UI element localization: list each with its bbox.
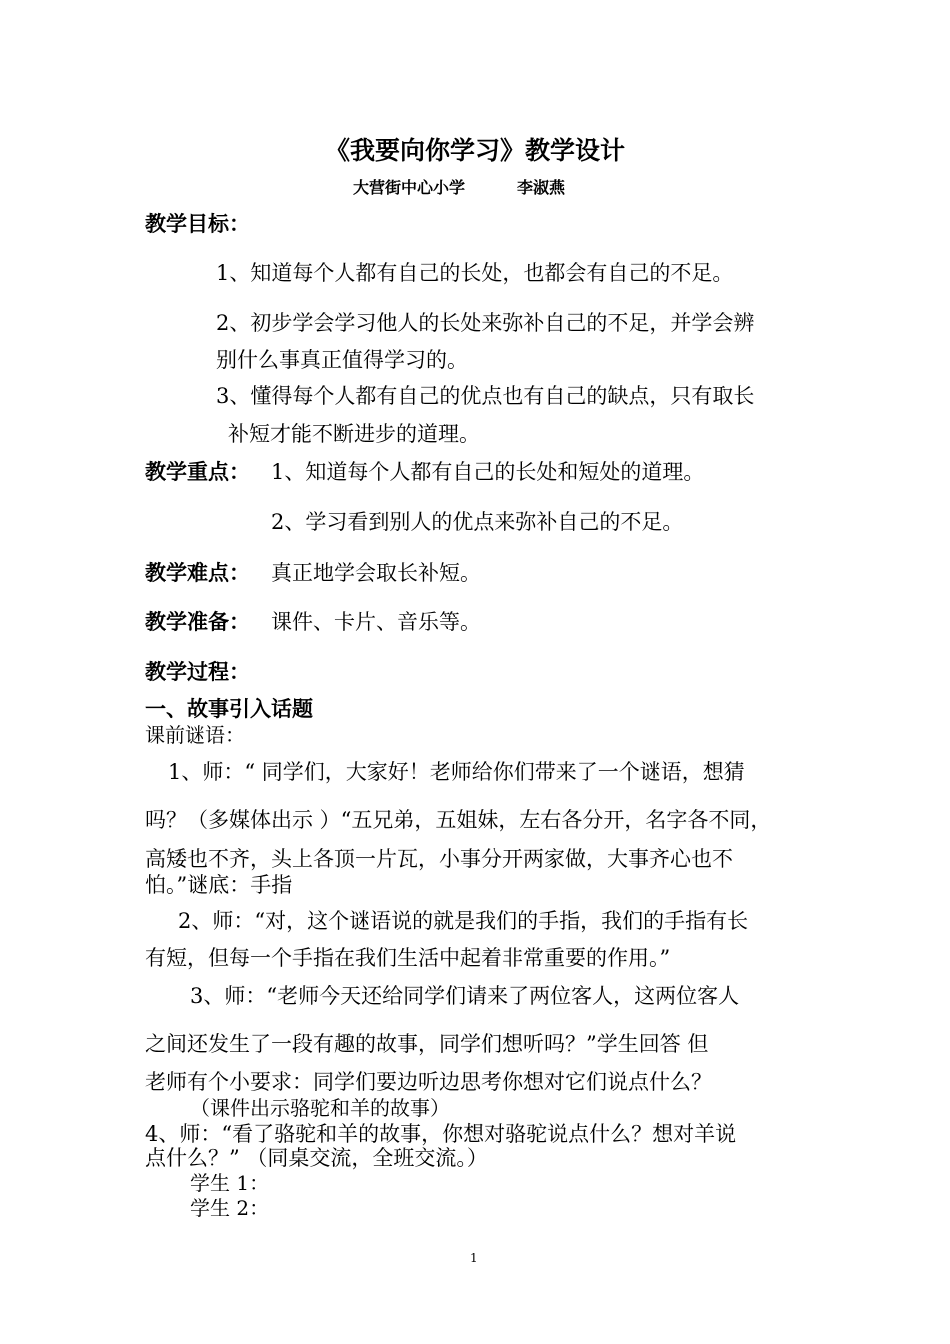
difficulty-text: 真正地学会取长补短。 [271, 561, 481, 585]
paragraph-3-line-4: （课件出示骆驼和羊的故事） [190, 1096, 450, 1120]
paragraph-2-line-1: 2、师：“对，这个谜语说的就是我们的手指，我们的手指有长 [178, 909, 749, 933]
student-1-label: 学生 1： [190, 1171, 270, 1195]
document-title: 《我要向你学习》教学设计 [324, 136, 625, 165]
section-1-heading: 一、故事引入话题 [145, 697, 313, 721]
school-name: 大营街中心小学 [353, 178, 466, 197]
paragraph-4-line-2: 点什么？” （同桌交流，全班交流。） [145, 1146, 488, 1170]
objective-2-line-2: 别什么事真正值得学习的。 [216, 348, 468, 372]
student-2-label: 学生 2： [190, 1196, 270, 1220]
key-point-1: 1、知道每个人都有自己的长处和短处的道理。 [271, 460, 705, 484]
key-points-heading: 教学重点： [145, 460, 250, 484]
page-number: 1 [470, 1251, 478, 1265]
process-heading: 教学过程： [145, 660, 250, 684]
paragraph-1-line-4: 怕。”谜底：手指 [145, 873, 293, 897]
paragraph-1-line-3: 高矮也不齐，头上各顶一片瓦，小事分开两家做，大事齐心也不 [145, 847, 733, 871]
paragraph-3-line-3: 老师有个小要求：同学们要边听边思考你想对它们说点什么？ [145, 1070, 712, 1094]
pre-riddle-label: 课前谜语： [145, 723, 245, 747]
paragraph-2-line-2: 有短，但每一个手指在我们生活中起着非常重要的作用。” [145, 946, 671, 970]
preparation-heading: 教学准备： [145, 610, 250, 634]
preparation-text: 课件、卡片、音乐等。 [271, 610, 481, 634]
paragraph-3-line-2: 之间还发生了一段有趣的故事，同学们想听吗？”学生回答 但 [145, 1032, 709, 1056]
author-name: 李淑燕 [517, 178, 566, 197]
objective-2-line-1: 2、初步学会学习他人的长处来弥补自己的不足，并学会辨 [216, 311, 755, 335]
paragraph-3-line-1: 3、师：“老师今天还给同学们请来了两位客人，这两位客人 [190, 984, 740, 1008]
objective-3-line-2: 补短才能不断进步的道理。 [228, 422, 480, 446]
key-point-2: 2、学习看到别人的优点来弥补自己的不足。 [271, 510, 684, 534]
paragraph-1-line-2: 吗？（多媒体出示 ）“五兄弟，五姐妹，左右各分开，名字各不同， [145, 808, 772, 832]
difficulty-heading: 教学难点： [145, 561, 250, 585]
objective-3-line-1: 3、懂得每个人都有自己的优点也有自己的缺点，只有取长 [216, 384, 755, 408]
paragraph-4-line-1: 4、师：“看了骆驼和羊的故事，你想对骆驼说点什么？想对羊说 [145, 1122, 737, 1146]
paragraph-1-line-1: 1、师：“ 同学们，大家好！老师给你们带来了一个谜语，想猜 [168, 760, 745, 784]
objectives-heading: 教学目标： [145, 212, 250, 236]
objective-1: 1、知道每个人都有自己的长处，也都会有自己的不足。 [216, 261, 734, 285]
